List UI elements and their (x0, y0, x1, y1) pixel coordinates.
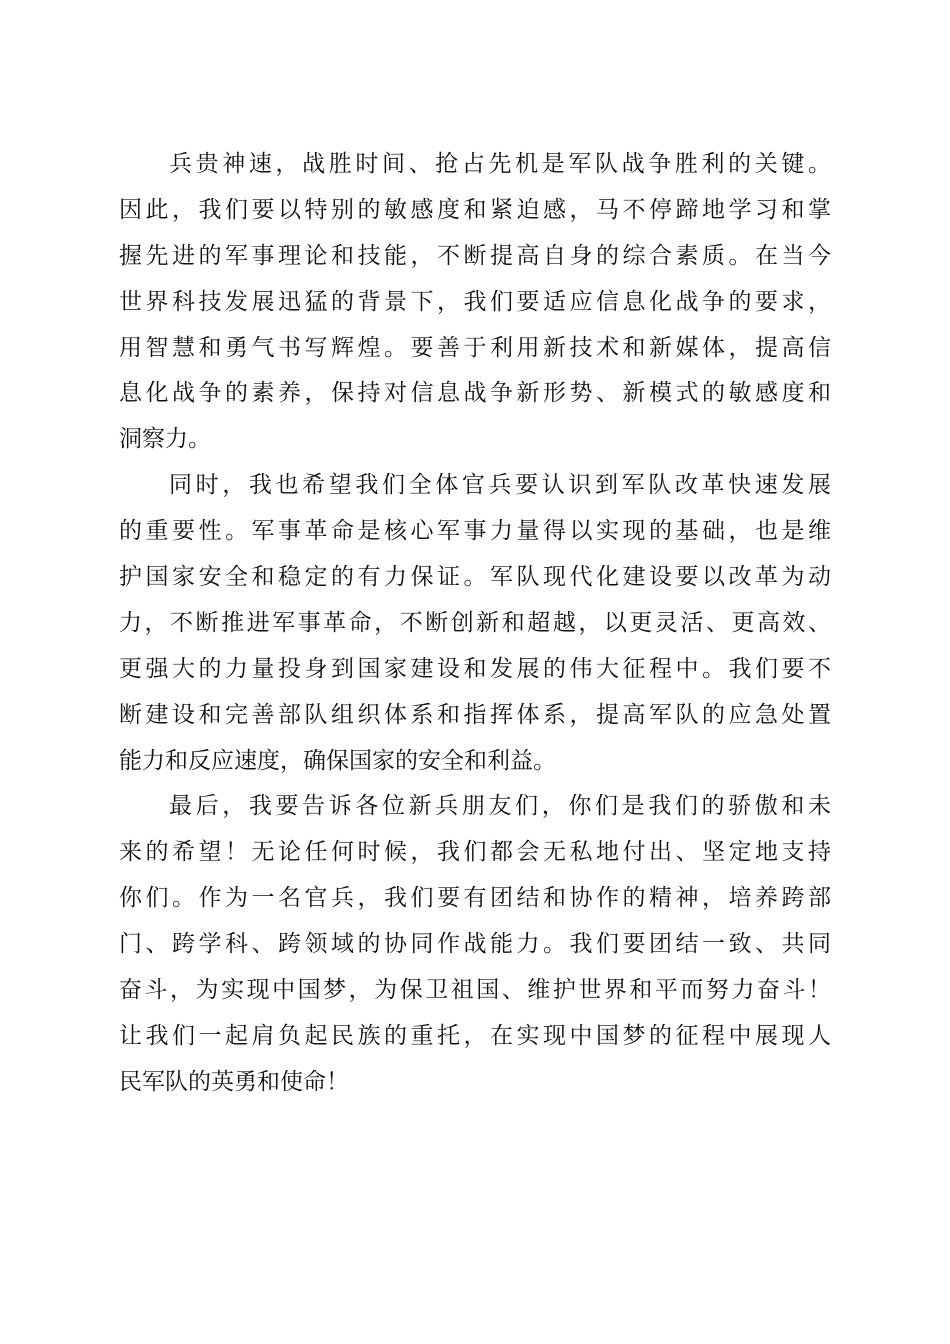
paragraph-line: 护国家安全和稳定的有力保证。军队现代化建设要以改革为动 (119, 564, 831, 591)
paragraph-1 (119, 142, 831, 463)
paragraph-2 (119, 463, 831, 784)
paragraph-line: 民军队的英勇和使命！ (119, 1068, 349, 1095)
paragraph-line: 兵贵神速，战胜时间、抢占先机是军队战争胜利的关键。 (169, 151, 831, 177)
paragraph-line: 你们。作为一名官兵，我们要有团结和协作的精神，培养跨部 (119, 885, 831, 912)
paragraph-line: 能力和反应速度，确保国家的安全和利益。 (119, 747, 556, 774)
document-body (119, 142, 831, 1106)
paragraph-line: 世界科技发展迅猛的背景下，我们要适应信息化战争的要求， (119, 288, 831, 315)
paragraph-3 (119, 784, 831, 1105)
paragraph-line: 断建设和完善部队组织体系和指挥体系，提高军队的应急处置 (119, 701, 831, 728)
paragraph-line: 门、跨学科、跨领域的协同作战能力。我们要团结一致、共同 (119, 931, 831, 958)
paragraph-line: 因此，我们要以特别的敏感度和紧迫感，马不停蹄地学习和掌 (119, 196, 831, 223)
paragraph-line: 最后，我要告诉各位新兵朋友们，你们是我们的骄傲和未 (169, 793, 831, 820)
paragraph-line: 洞察力。 (119, 426, 211, 453)
paragraph-line: 力，不断推进军事革命，不断创新和超越，以更灵活、更高效、 (119, 609, 831, 636)
paragraph-line: 握先进的军事理论和技能，不断提高自身的综合素质。在当今 (119, 242, 831, 269)
paragraph-line: 让我们一起肩负起民族的重托，在实现中国梦的征程中展现人 (119, 1022, 831, 1049)
paragraph-line: 的重要性。军事革命是核心军事力量得以实现的基础，也是维 (119, 518, 831, 545)
paragraph-line: 奋斗，为实现中国梦，为保卫祖国、维护世界和平而努力奋斗！ (119, 977, 831, 1004)
paragraph-line: 用智慧和勇气书写辉煌。要善于利用新技术和新媒体，提高信 (119, 334, 831, 361)
paragraph-line: 息化战争的素养，保持对信息战争新形势、新模式的敏感度和 (119, 380, 831, 407)
paragraph-line: 更强大的力量投身到国家建设和发展的伟大征程中。我们要不 (119, 655, 831, 682)
paragraph-line: 来的希望！无论任何时候，我们都会无私地付出、坚定地支持 (119, 839, 831, 866)
paragraph-line: 同时，我也希望我们全体官兵要认识到军队改革快速发展 (169, 472, 831, 499)
